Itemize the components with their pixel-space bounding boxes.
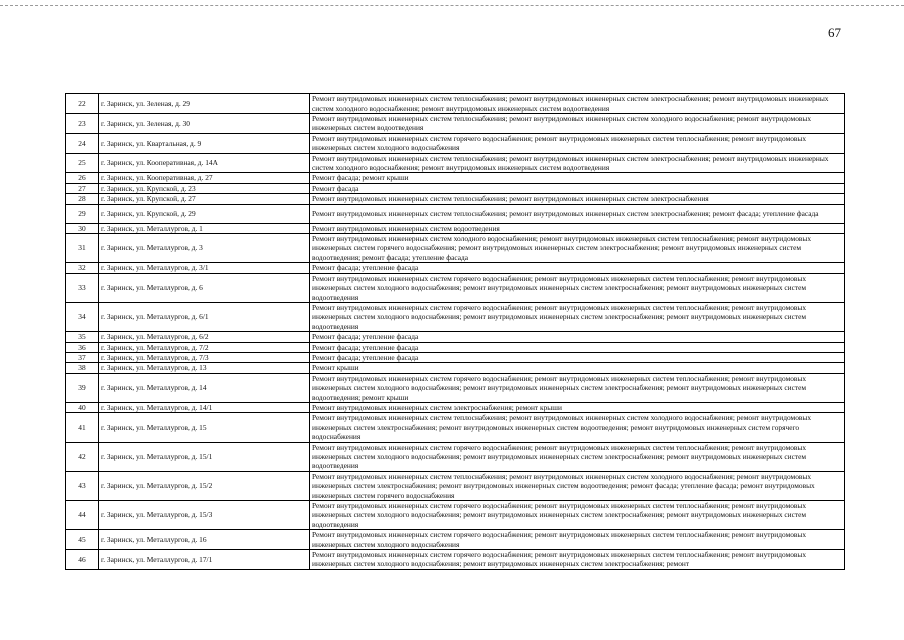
row-number: 31 xyxy=(66,234,99,263)
row-address: г. Заринск, ул. Металлургов, д. 16 xyxy=(99,530,310,550)
repair-table xyxy=(65,93,845,570)
row-address: г. Заринск, ул. Металлургов, д. 14/1 xyxy=(99,402,310,412)
table-row xyxy=(66,183,845,193)
row-address: г. Заринск, ул. Крупской, д. 29 xyxy=(99,204,310,223)
row-address: г. Заринск, ул. Металлургов, д. 17/1 xyxy=(99,550,310,570)
row-address: г. Заринск, ул. Квартальная, д. 9 xyxy=(99,133,310,153)
row-number: 35 xyxy=(66,332,99,342)
row-address: г. Заринск, ул. Металлургов, д. 6/1 xyxy=(99,302,310,331)
row-work: Ремонт фасада; ремонт крыши xyxy=(310,173,845,183)
row-number: 25 xyxy=(66,153,99,173)
row-address: г. Заринск, ул. Металлургов, д. 15/2 xyxy=(99,471,310,500)
table-row xyxy=(66,194,845,204)
row-number: 34 xyxy=(66,302,99,331)
row-work: Ремонт фасада xyxy=(310,183,845,193)
page-number: 67 xyxy=(828,25,841,40)
row-number: 24 xyxy=(66,133,99,153)
row-address: г. Заринск, ул. Металлургов, д. 3/1 xyxy=(99,263,310,273)
row-number: 38 xyxy=(66,363,99,373)
row-number: 30 xyxy=(66,223,99,233)
table-row xyxy=(66,402,845,412)
row-number: 40 xyxy=(66,402,99,412)
row-work: Ремонт внутридомовых инженерных систем теплоснабжения; ремонт внутридомовых инженерных систем электроснабжения; ремонт внутридомовых инженерных систем холодного водоснабжения; ремонт внутридомовых инженерных систем водоотведения xyxy=(310,94,845,114)
row-work: Ремонт крыши xyxy=(310,363,845,373)
row-work: Ремонт фасада; утепление фасада xyxy=(310,352,845,362)
row-work: Ремонт внутридомовых инженерных систем теплоснабжения; ремонт внутридомовых инженерных систем электроснабжения xyxy=(310,194,845,204)
row-address: г. Заринск, ул. Крупской, д. 27 xyxy=(99,194,310,204)
row-number: 26 xyxy=(66,173,99,183)
row-work: Ремонт внутридомовых инженерных систем теплоснабжения; ремонт внутридомовых инженерных систем холодного водоснабжения; ремонт внутридомовых инженерных систем электроснабжения; ремонт внутридомовых инженерных систем водоотведения; ремонт фасада; утепление фасада; ремонт внутридомовых инженерных систем горячего водоснабжения xyxy=(310,471,845,500)
table-row xyxy=(66,302,845,331)
table-row xyxy=(66,363,845,373)
row-work: Ремонт внутридомовых инженерных систем электроснабжения; ремонт крыши xyxy=(310,402,845,412)
row-number: 32 xyxy=(66,263,99,273)
row-work: Ремонт внутридомовых инженерных систем горячего водоснабжения; ремонт внутридомовых инженерных систем теплоснабжения; ремонт внутридомовых инженерных систем холодного водоснабжения; ремонт внутридомовых инженерных систем электроснабжения; ремонт внутридомовых инженерных систем водоотведения xyxy=(310,302,845,331)
table-row xyxy=(66,342,845,352)
row-address: г. Заринск, ул. Металлургов, д. 7/3 xyxy=(99,352,310,362)
row-work: Ремонт внутридомовых инженерных систем теплоснабжения; ремонт внутридомовых инженерных систем электроснабжения; ремонт внутридомовых инженерных систем холодного водоснабжения; ремонт внутридомовых инженерных систем водоотведения xyxy=(310,153,845,173)
row-number: 27 xyxy=(66,183,99,193)
row-number: 42 xyxy=(66,442,99,471)
table-row xyxy=(66,413,845,442)
row-address: г. Заринск, ул. Металлургов, д. 7/2 xyxy=(99,342,310,352)
row-number: 22 xyxy=(66,94,99,114)
table-row xyxy=(66,153,845,173)
row-address: г. Заринск, ул. Металлургов, д. 6/2 xyxy=(99,332,310,342)
table-row xyxy=(66,204,845,223)
table-row xyxy=(66,550,845,570)
row-work: Ремонт внутридомовых инженерных систем теплоснабжения; ремонт внутридомовых инженерных систем электроснабжения; ремонт фасада; утепление фасада xyxy=(310,204,845,223)
table-row xyxy=(66,530,845,550)
row-work: Ремонт фасада; утепление фасада xyxy=(310,332,845,342)
row-number: 46 xyxy=(66,550,99,570)
table-row xyxy=(66,332,845,342)
row-address: г. Заринск, ул. Металлургов, д. 1 xyxy=(99,223,310,233)
table-row xyxy=(66,352,845,362)
row-number: 23 xyxy=(66,114,99,134)
row-work: Ремонт внутридомовых инженерных систем горячего водоснабжения; ремонт внутридомовых инженерных систем теплоснабжения; ремонт внутридомовых инженерных систем холодного водоснабжения; ремонт внутридомовых инженерных систем электроснабжения; ремонт внутридомовых инженерных систем водоотведения xyxy=(310,501,845,530)
row-work: Ремонт внутридомовых инженерных систем горячего водоснабжения; ремонт внутридомовых инженерных систем теплоснабжения; ремонт внутридомовых инженерных систем холодного водоснабжения; ремонт внутридомовых инженерных систем электроснабжения; ремонт внутридомовых инженерных систем водоотведения xyxy=(310,273,845,302)
row-address: г. Заринск, ул. Металлургов, д. 15/3 xyxy=(99,501,310,530)
row-address: г. Заринск, ул. Металлургов, д. 3 xyxy=(99,234,310,263)
row-work: Ремонт внутридомовых инженерных систем горячего водоснабжения; ремонт внутридомовых инженерных систем теплоснабжения; ремонт внутридомовых инженерных систем холодного водоснабжения; ремонт внутридомовых инженерных систем электроснабжения; ремонт xyxy=(310,550,845,570)
row-address: г. Заринск, ул. Металлургов, д. 15/1 xyxy=(99,442,310,471)
table-row xyxy=(66,133,845,153)
row-work: Ремонт внутридомовых инженерных систем теплоснабжения; ремонт внутридомовых инженерных систем холодного водоснабжения; ремонт внутридомовых инженерных систем водоотведения xyxy=(310,114,845,134)
row-work: Ремонт внутридомовых инженерных систем горячего водоснабжения; ремонт внутридомовых инженерных систем теплоснабжения; ремонт внутридомовых инженерных систем холодного водоснабжения xyxy=(310,530,845,550)
row-address: г. Заринск, ул. Металлургов, д. 13 xyxy=(99,363,310,373)
table-row xyxy=(66,373,845,402)
row-address: г. Заринск, ул. Зеленая, д. 29 xyxy=(99,94,310,114)
row-work: Ремонт фасада; утепление фасада xyxy=(310,263,845,273)
table-row xyxy=(66,114,845,134)
row-work: Ремонт внутридомовых инженерных систем горячего водоснабжения; ремонт внутридомовых инженерных систем теплоснабжения; ремонт внутридомовых инженерных систем холодного водоснабжения; ремонт внутридомовых инженерных систем электроснабжения; ремонт внутридомовых инженерных систем водоотведения xyxy=(310,442,845,471)
row-work: Ремонт внутридомовых инженерных систем холодного водоснабжения; ремонт внутридомовых инженерных систем теплоснабжения; ремонт внутридомовых инженерных систем горячего водоснабжения; ремонт внутридомовых инженерных систем электроснабжения; ремонт внутридомовых инженерных систем водоотведения; ремонт фасада; утепление фасада xyxy=(310,234,845,263)
row-work: Ремонт внутридомовых инженерных систем водоотведения xyxy=(310,223,845,233)
top-scan-rule xyxy=(0,5,904,6)
row-number: 43 xyxy=(66,471,99,500)
row-address: г. Заринск, ул. Крупской, д. 23 xyxy=(99,183,310,193)
table-row xyxy=(66,442,845,471)
row-work: Ремонт внутридомовых инженерных систем теплоснабжения; ремонт внутридомовых инженерных систем холодного водоснабжения; ремонт внутридомовых инженерных систем электроснабжения; ремонт внутридомовых инженерных систем водоотведения; ремонт внутридомовых инженерных систем горячего водоснабжения xyxy=(310,413,845,442)
row-number: 33 xyxy=(66,273,99,302)
table-row xyxy=(66,234,845,263)
row-address: г. Заринск, ул. Металлургов, д. 15 xyxy=(99,413,310,442)
table-row xyxy=(66,501,845,530)
row-number: 44 xyxy=(66,501,99,530)
row-address: г. Заринск, ул. Кооперативная, д. 27 xyxy=(99,173,310,183)
row-number: 45 xyxy=(66,530,99,550)
table-row xyxy=(66,94,845,114)
row-work: Ремонт внутридомовых инженерных систем горячего водоснабжения; ремонт внутридомовых инженерных систем теплоснабжения; ремонт внутридомовых инженерных систем холодного водоснабжения; ремонт внутридомовых инженерных систем электроснабжения; ремонт внутридомовых инженерных систем водоотведения; ремонт крыши xyxy=(310,373,845,402)
row-number: 28 xyxy=(66,194,99,204)
row-number: 41 xyxy=(66,413,99,442)
row-work: Ремонт внутридомовых инженерных систем горячего водоснабжения; ремонт внутридомовых инженерных систем теплоснабжения; ремонт внутридомовых инженерных систем холодного водоснабжения xyxy=(310,133,845,153)
row-number: 29 xyxy=(66,204,99,223)
row-number: 39 xyxy=(66,373,99,402)
table-body xyxy=(66,94,845,570)
row-address: г. Заринск, ул. Кооперативная, д. 14А xyxy=(99,153,310,173)
row-address: г. Заринск, ул. Металлургов, д. 14 xyxy=(99,373,310,402)
row-number: 37 xyxy=(66,352,99,362)
row-address: г. Заринск, ул. Зеленая, д. 30 xyxy=(99,114,310,134)
table-row xyxy=(66,471,845,500)
table-row xyxy=(66,223,845,233)
row-address: г. Заринск, ул. Металлургов, д. 6 xyxy=(99,273,310,302)
row-number: 36 xyxy=(66,342,99,352)
table-row xyxy=(66,273,845,302)
table-row xyxy=(66,173,845,183)
row-work: Ремонт фасада; утепление фасада xyxy=(310,342,845,352)
table-row xyxy=(66,263,845,273)
